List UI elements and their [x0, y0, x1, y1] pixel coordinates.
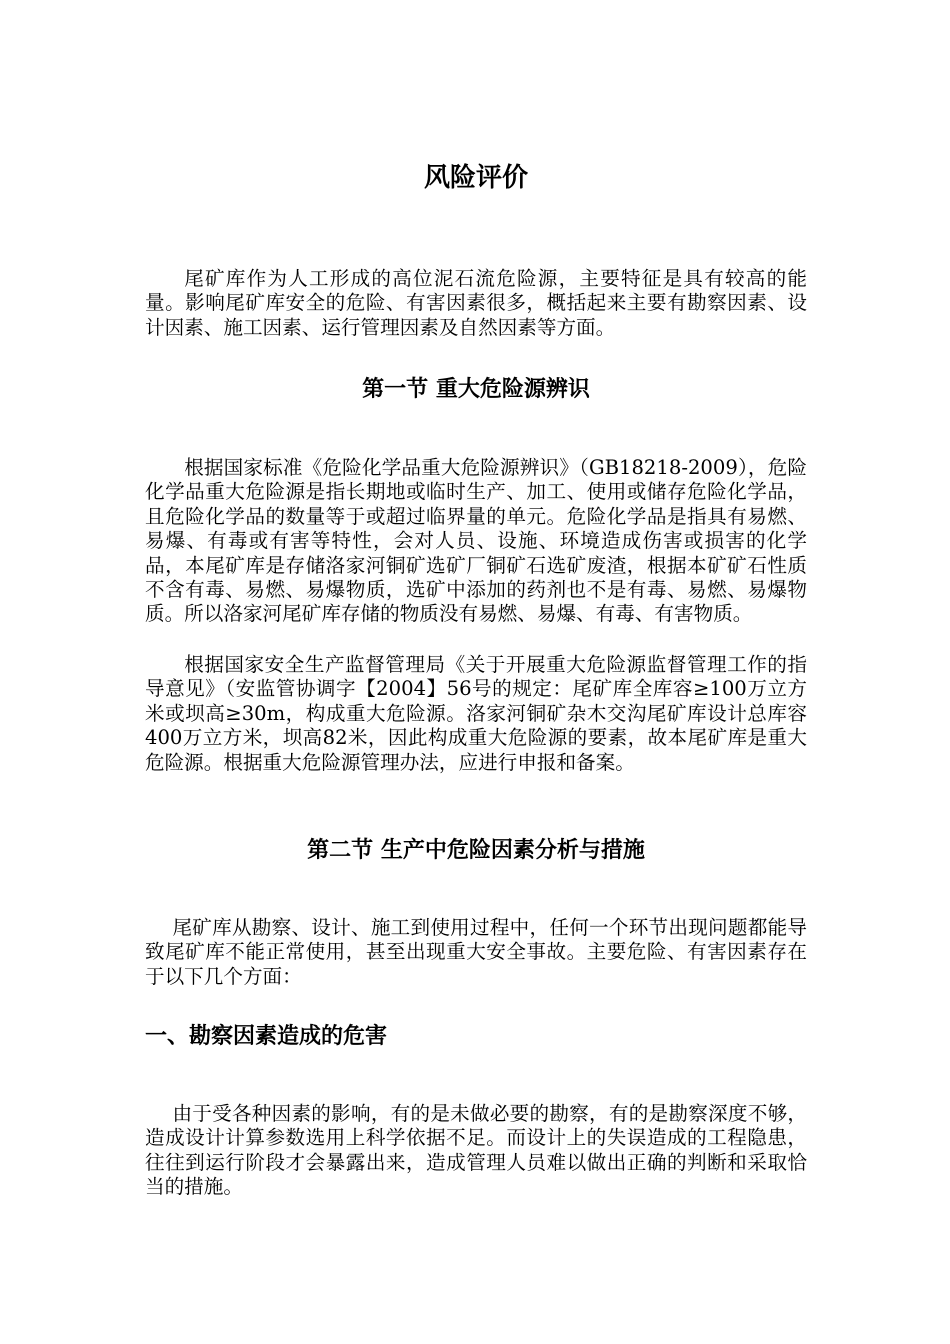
- section-1-heading: 第一节 重大危险源辨识: [362, 376, 590, 402]
- section-2-paragraph-1: 尾矿库从勘察、设计、施工到使用过程中，任何一个环节出现问题都能导致尾矿库不能正常使用，甚至出现重大安全事故。主要危险、有害因素存在于以下几个方面：: [145, 916, 807, 988]
- subsection-1-heading: 一、勘察因素造成的危害: [145, 1023, 388, 1049]
- section-2-heading: 第二节 生产中危险因素分析与措施: [307, 837, 645, 863]
- section-1-paragraph-2: 根据国家安全生产监督管理局《关于开展重大危险源监督管理工作的指导意见》（安监管协调字【2004】56号的规定：尾矿库全库容≥100万立方米或坝高≥30m，构成重大危险源。洛家河铜矿杂木交沟尾矿库设计总库容400万立方米，坝高82米，因此构成重大危险源的要素，故本尾矿库是重大危险源。根据重大危险源管理办法，应进行申报和备案。: [145, 653, 807, 774]
- section-1-paragraph-1: 根据国家标准《危险化学品重大危险源辨识》（GB18218-2009），危险化学品重大危险源是指长期地或临时生产、加工、使用或储存危险化学品，且危险化学品的数量等于或超过临界量的单元。危险化学品是指具有易燃、易爆、有毒或有害等特性，会对人员、设施、环境造成伤害或损害的化学品，本尾矿库是存储洛家河铜矿选矿厂铜矿石选矿废渣，根据本矿矿石性质不含有毒、易燃、易爆物质，选矿中添加的药剂也不是有毒、易燃、易爆物质。所以洛家河尾矿库存储的物质没有易燃、易爆、有毒、有害物质。: [145, 456, 807, 626]
- intro-paragraph: 尾矿库作为人工形成的高位泥石流危险源，主要特征是具有较高的能量。影响尾矿库安全的危险、有害因素很多，概括起来主要有勘察因素、设计因素、施工因素、运行管理因素及自然因素等方面。: [145, 267, 807, 339]
- document-title: 风险评价: [423, 163, 528, 193]
- subsection-1-paragraph: 由于受各种因素的影响，有的是未做必要的勘察，有的是勘察深度不够，造成设计计算参数选用上科学依据不足。而设计上的失误造成的工程隐患，往往到运行阶段才会暴露出来，造成管理人员难以做出正确的判断和采取恰当的措施。: [145, 1102, 807, 1199]
